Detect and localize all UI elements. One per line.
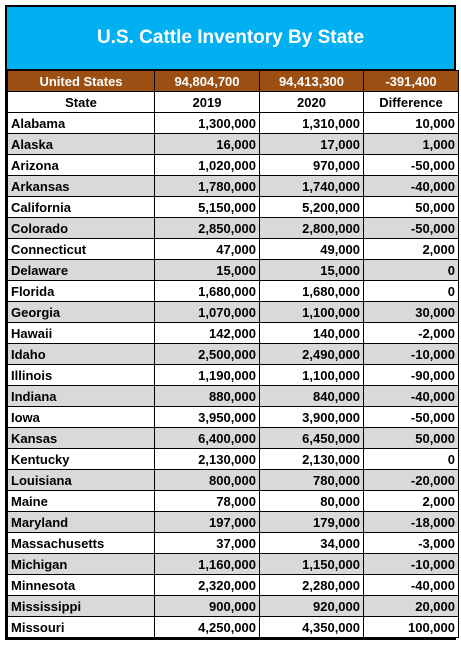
header-difference: Difference — [364, 92, 459, 113]
difference-cell: -40,000 — [364, 575, 459, 596]
value-2020-cell: 780,000 — [260, 470, 364, 491]
value-2020-cell: 1,310,000 — [260, 113, 364, 134]
value-2020-cell: 1,100,000 — [260, 365, 364, 386]
value-2019-cell: 2,130,000 — [155, 449, 260, 470]
difference-cell: 30,000 — [364, 302, 459, 323]
inventory-table-body — [8, 71, 459, 638]
value-2019-cell: 142,000 — [155, 323, 260, 344]
state-cell: Georgia — [8, 302, 155, 323]
state-cell: Idaho — [8, 344, 155, 365]
value-2019-cell: 1,300,000 — [155, 113, 260, 134]
table-row — [8, 197, 459, 218]
table-row — [8, 239, 459, 260]
value-2020-cell: 2,490,000 — [260, 344, 364, 365]
total-difference: -391,400 — [364, 71, 459, 92]
table-row — [8, 407, 459, 428]
difference-cell: 1,000 — [364, 134, 459, 155]
table-row — [8, 617, 459, 638]
value-2020-cell: 15,000 — [260, 260, 364, 281]
state-cell: Connecticut — [8, 239, 155, 260]
value-2020-cell: 2,800,000 — [260, 218, 364, 239]
difference-cell: 0 — [364, 260, 459, 281]
value-2020-cell: 1,740,000 — [260, 176, 364, 197]
state-cell: Hawaii — [8, 323, 155, 344]
state-cell: Michigan — [8, 554, 155, 575]
difference-cell: -18,000 — [364, 512, 459, 533]
table-row — [8, 554, 459, 575]
header-row — [8, 92, 459, 113]
state-cell: Iowa — [8, 407, 155, 428]
value-2019-cell: 78,000 — [155, 491, 260, 512]
value-2020-cell: 2,130,000 — [260, 449, 364, 470]
table-row — [8, 344, 459, 365]
total-label: United States — [8, 71, 155, 92]
total-2020: 94,413,300 — [260, 71, 364, 92]
value-2019-cell: 197,000 — [155, 512, 260, 533]
difference-cell: -10,000 — [364, 344, 459, 365]
cattle-inventory-sheet — [5, 5, 456, 640]
sheet-title: U.S. Cattle Inventory By State — [7, 7, 454, 70]
value-2020-cell: 3,900,000 — [260, 407, 364, 428]
value-2019-cell: 1,070,000 — [155, 302, 260, 323]
difference-cell: 2,000 — [364, 239, 459, 260]
value-2020-cell: 179,000 — [260, 512, 364, 533]
table-row — [8, 155, 459, 176]
difference-cell: 0 — [364, 281, 459, 302]
value-2019-cell: 1,160,000 — [155, 554, 260, 575]
difference-cell: -10,000 — [364, 554, 459, 575]
value-2019-cell: 880,000 — [155, 386, 260, 407]
table-row — [8, 176, 459, 197]
state-cell: Minnesota — [8, 575, 155, 596]
value-2020-cell: 2,280,000 — [260, 575, 364, 596]
table-row — [8, 449, 459, 470]
value-2019-cell: 800,000 — [155, 470, 260, 491]
difference-cell: -20,000 — [364, 470, 459, 491]
value-2020-cell: 140,000 — [260, 323, 364, 344]
table-row — [8, 491, 459, 512]
state-cell: Kentucky — [8, 449, 155, 470]
value-2019-cell: 1,020,000 — [155, 155, 260, 176]
state-cell: Mississippi — [8, 596, 155, 617]
table-row — [8, 323, 459, 344]
value-2020-cell: 1,100,000 — [260, 302, 364, 323]
table-row — [8, 281, 459, 302]
header-2019: 2019 — [155, 92, 260, 113]
difference-cell: 20,000 — [364, 596, 459, 617]
table-row — [8, 428, 459, 449]
value-2020-cell: 80,000 — [260, 491, 364, 512]
value-2019-cell: 2,850,000 — [155, 218, 260, 239]
state-cell: Missouri — [8, 617, 155, 638]
difference-cell: -3,000 — [364, 533, 459, 554]
state-cell: Arkansas — [8, 176, 155, 197]
state-cell: Delaware — [8, 260, 155, 281]
table-row — [8, 365, 459, 386]
value-2020-cell: 840,000 — [260, 386, 364, 407]
value-2020-cell: 920,000 — [260, 596, 364, 617]
value-2020-cell: 1,680,000 — [260, 281, 364, 302]
table-row — [8, 302, 459, 323]
state-cell: Massachusetts — [8, 533, 155, 554]
difference-cell: -50,000 — [364, 218, 459, 239]
state-cell: Colorado — [8, 218, 155, 239]
difference-cell: 50,000 — [364, 197, 459, 218]
table-row — [8, 596, 459, 617]
value-2019-cell: 16,000 — [155, 134, 260, 155]
value-2019-cell: 2,500,000 — [155, 344, 260, 365]
header-state: State — [8, 92, 155, 113]
value-2020-cell: 49,000 — [260, 239, 364, 260]
total-2019: 94,804,700 — [155, 71, 260, 92]
state-cell: Kansas — [8, 428, 155, 449]
value-2019-cell: 1,190,000 — [155, 365, 260, 386]
state-cell: Illinois — [8, 365, 155, 386]
difference-cell: 100,000 — [364, 617, 459, 638]
difference-cell: 2,000 — [364, 491, 459, 512]
difference-cell: -50,000 — [364, 407, 459, 428]
difference-cell: -90,000 — [364, 365, 459, 386]
state-cell: Indiana — [8, 386, 155, 407]
value-2019-cell: 5,150,000 — [155, 197, 260, 218]
value-2020-cell: 17,000 — [260, 134, 364, 155]
value-2020-cell: 34,000 — [260, 533, 364, 554]
state-cell: California — [8, 197, 155, 218]
state-cell: Arizona — [8, 155, 155, 176]
difference-cell: -40,000 — [364, 176, 459, 197]
table-row — [8, 512, 459, 533]
state-cell: Maine — [8, 491, 155, 512]
state-cell: Alabama — [8, 113, 155, 134]
difference-cell: 50,000 — [364, 428, 459, 449]
table-row — [8, 575, 459, 596]
value-2020-cell: 1,150,000 — [260, 554, 364, 575]
value-2019-cell: 1,780,000 — [155, 176, 260, 197]
value-2020-cell: 970,000 — [260, 155, 364, 176]
value-2019-cell: 6,400,000 — [155, 428, 260, 449]
value-2019-cell: 47,000 — [155, 239, 260, 260]
value-2020-cell: 6,450,000 — [260, 428, 364, 449]
value-2020-cell: 5,200,000 — [260, 197, 364, 218]
state-cell: Alaska — [8, 134, 155, 155]
value-2019-cell: 15,000 — [155, 260, 260, 281]
difference-cell: 0 — [364, 449, 459, 470]
value-2019-cell: 37,000 — [155, 533, 260, 554]
inventory-table — [7, 70, 459, 638]
difference-cell: 10,000 — [364, 113, 459, 134]
state-cell: Maryland — [8, 512, 155, 533]
value-2019-cell: 2,320,000 — [155, 575, 260, 596]
difference-cell: -50,000 — [364, 155, 459, 176]
value-2019-cell: 3,950,000 — [155, 407, 260, 428]
state-cell: Louisiana — [8, 470, 155, 491]
value-2019-cell: 1,680,000 — [155, 281, 260, 302]
difference-cell: -2,000 — [364, 323, 459, 344]
total-row — [8, 71, 459, 92]
difference-cell: -40,000 — [364, 386, 459, 407]
value-2019-cell: 900,000 — [155, 596, 260, 617]
table-row — [8, 470, 459, 491]
table-row — [8, 386, 459, 407]
table-row — [8, 533, 459, 554]
table-row — [8, 218, 459, 239]
table-row — [8, 113, 459, 134]
header-2020: 2020 — [260, 92, 364, 113]
state-cell: Florida — [8, 281, 155, 302]
table-row — [8, 260, 459, 281]
table-row — [8, 134, 459, 155]
value-2020-cell: 4,350,000 — [260, 617, 364, 638]
value-2019-cell: 4,250,000 — [155, 617, 260, 638]
